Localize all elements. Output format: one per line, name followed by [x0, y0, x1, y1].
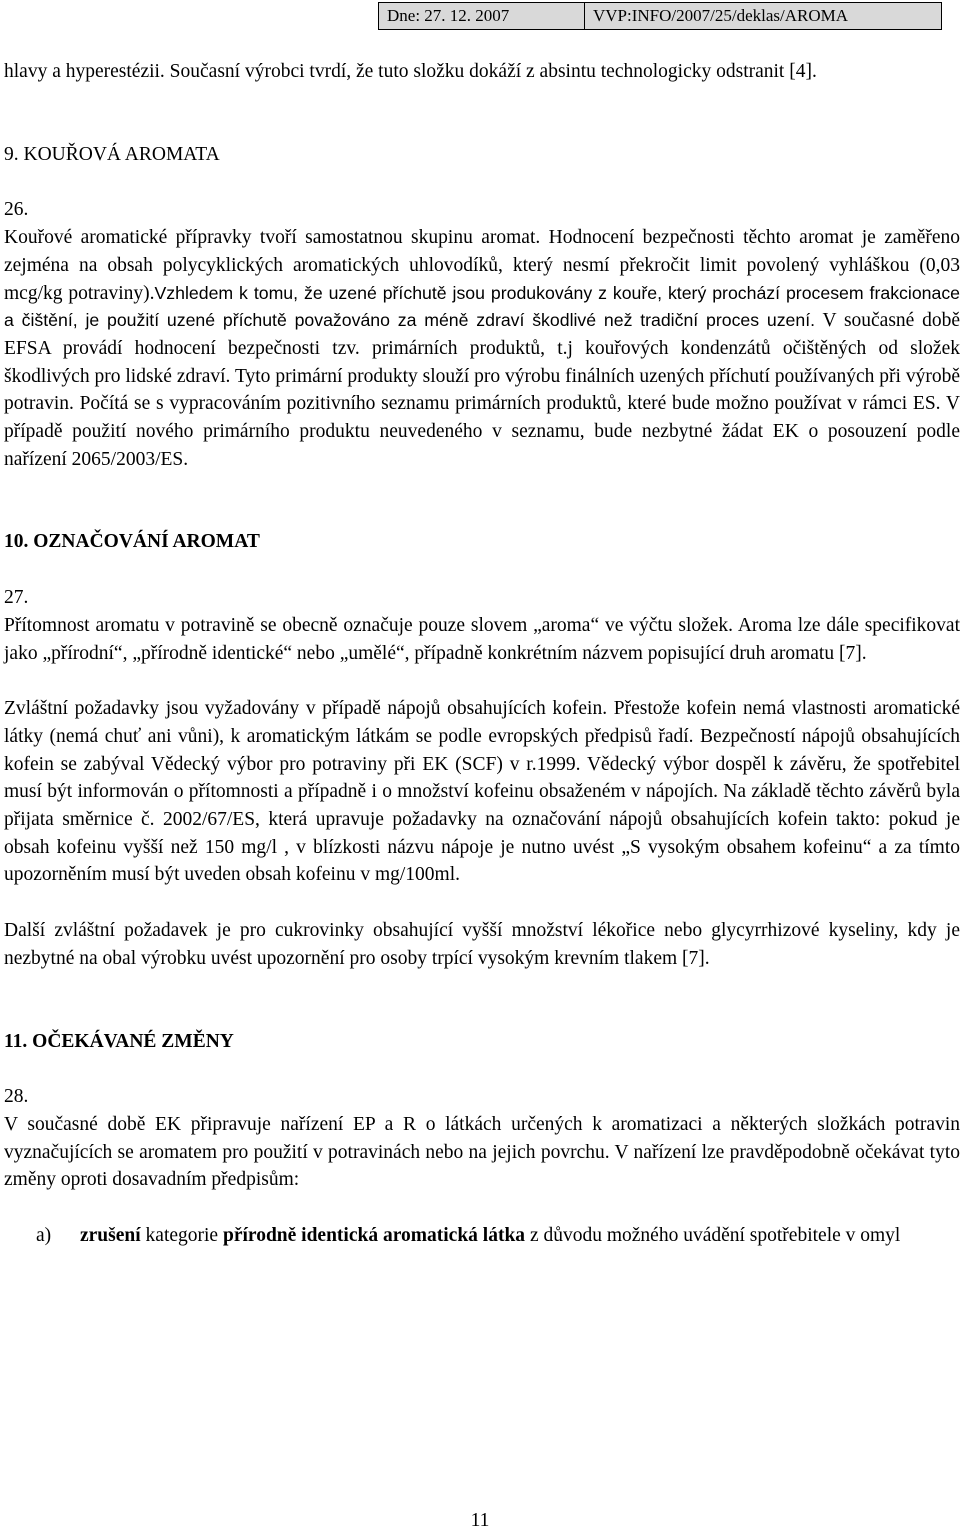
section-10-paragraph-2: Zvláštní požadavky jsou vyžadovány v případě nápojů obsahujících kofein. Přestože kofein nemá vlastnosti aromatické látky (nemá chuť ani vůni), k aromatickým látkám se podle evropských předpisů řadí. Bezpečností nápojů obsahujících kofein se zabýval Vědecký výbor pro potraviny při EK (SCF) v r.1999. Vědecký výbor dospěl k závěru, že spotřebitel musí být informován o přítomnosti a případně i o množství kofeinu obsaženém v nápojích. Na základě těchto závěrů byla přijata směrnice č. 2002/67/ES, která upravuje požadavky na označování nápojů obsahujících kofein takto: pokud je obsah kofeinu vyšší než 150 mg/l , v blízkosti názvu nápoje je nutno uvést „S vysokým obsahem kofeinu“ a za tímto upozorněním musí být uveden obsah kofeinu v mg/100ml.	[4, 698, 960, 886]
list-item	[4, 1222, 960, 1250]
list-marker: a)	[36, 1225, 52, 1247]
section-9-paragraph	[4, 224, 960, 473]
list-bold-2: přírodně identická aromatická látka	[222, 1225, 526, 1247]
header-reference: VVP:INFO/2007/25/deklas/AROMA	[593, 6, 849, 25]
list-text-1: kategorie	[140, 1225, 223, 1247]
section-11-item-number: 28.	[4, 1086, 29, 1108]
header-date: Dne: 27. 12. 2007	[379, 3, 585, 29]
section-11-heading: 11. OČEKÁVANÉ ZMĚNY	[4, 1030, 234, 1052]
list-text-2: z důvodu možného uvádění spotřebitele v omyl	[525, 1225, 901, 1247]
section-9-heading: 9. KOUŘOVÁ AROMATA	[4, 143, 220, 165]
section-10-item-number: 27.	[4, 587, 29, 609]
list-bold-1: zrušení	[80, 1225, 141, 1247]
section-11-paragraph-1: V současné době EK připravuje nařízení EP a R o látkách určených k aromatizaci a některých složkách potravin vyznačujících se aromatem pro použití v potravinách nebo na jejich povrchu. V nařízení lze pravděpodobně očekávat tyto změny oproti dosavadním předpisům:	[4, 1113, 960, 1191]
section-9-text-tail: V současné době EFSA provádí hodnocení bezpečnosti tzv. primárních produktů, t.j kouřových kondenzátů očištěných od složek škodlivých pro lidské zdraví. Tyto primární produkty slouží pro výrobu finálních uzených příchutí používaných při výrobě potravin. Počítá se s vypracováním pozitivního seznamu primárních produktů, které bude možno používat v rámci ES. V případě použití nového primárního produktu neuvedeného v seznamu, bude nezbytné žádat EK o posouzení podle nařízení 2065/2003/ES.	[4, 310, 960, 470]
section-9-text-serif: Kouřové aromatické přípravky tvoří samostatnou skupinu aromat. Hodnocení bezpečnosti těchto aromat je zaměřeno zejména na obsah polycyklických aromatických uhlovodíků, který nesmí překročit limit povolený vyhláškou (0,03 mcg/kg potraviny).	[4, 227, 960, 304]
document-body	[4, 58, 960, 1250]
intro-paragraph: hlavy a hyperestézii. Současní výrobci tvrdí, že tuto složku dokáží z absintu technologicky odstranit [4].	[4, 61, 817, 82]
section-10-heading: 10. OZNAČOVÁNÍ AROMAT	[4, 531, 260, 553]
section-9-text-sans: Vzhledem k tomu, že uzené příchutě jsou produkovány z kouře, který prochází procesem frakcionace a čištění, je použití uzené příchutě považováno za méně zdraví škodlivé než tradiční proces uzení.	[4, 282, 960, 331]
section-10-paragraph-3: Další zvláštní požadavek je pro cukrovinky obsahující vyšší množství lékořice nebo glycyrrhizové kyseliny, kdy je nezbytné na obal výrobku uvést upozornění pro osoby trpící vysokým krevním tlakem [7].	[4, 920, 960, 969]
section-9-item-number: 26.	[4, 199, 29, 221]
list-text	[80, 1222, 960, 1250]
document-header	[378, 2, 942, 30]
page-number: 11	[470, 1510, 490, 1531]
section-10-paragraph-1: Přítomnost aromatu v potravině se obecně označuje pouze slovem „aroma“ ve výčtu složek. Aroma lze dále specifikovat jako „přírodní“, „přírodně identické“ nebo „umělé“, případně konkrétním názvem popisující druh aromatu [7].	[4, 614, 960, 664]
